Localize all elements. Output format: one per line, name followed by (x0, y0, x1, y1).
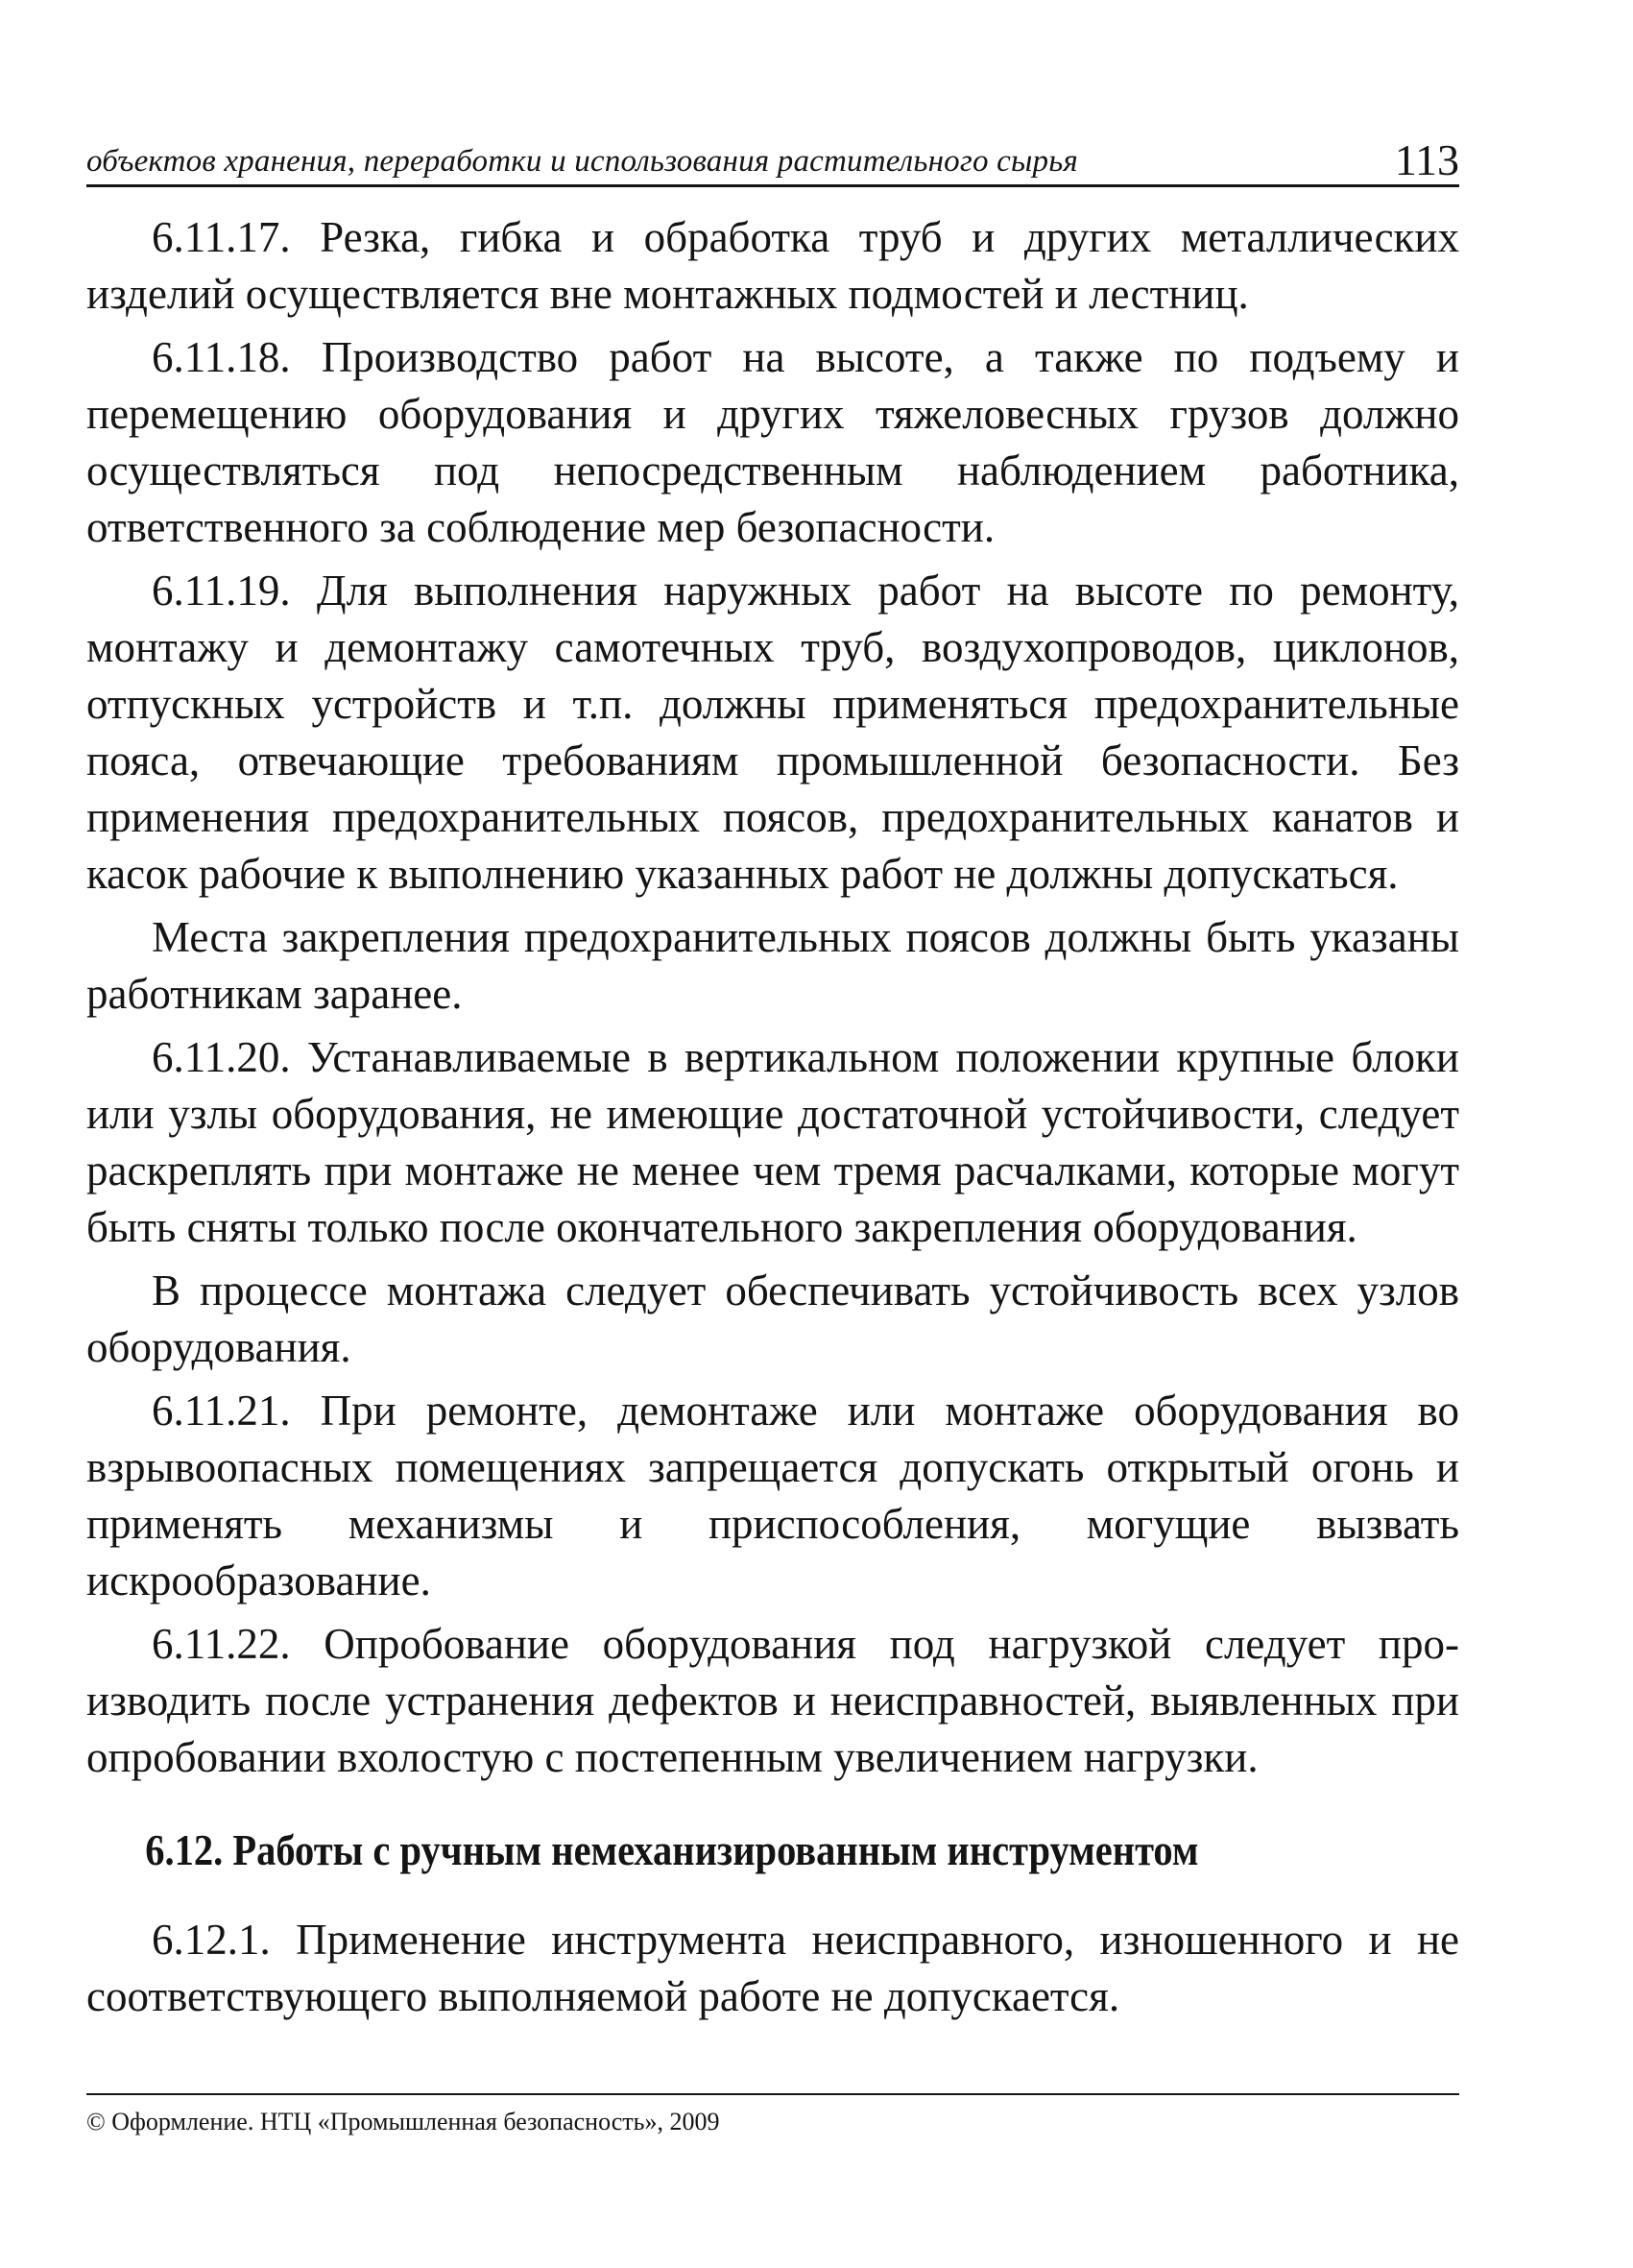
paragraph-6-11-17: 6.11.17. Резка, гибка и обработка труб и других металлических изделий осуществляется вне монтажных подмостей и лестниц. (86, 213, 1459, 318)
page-number: 113 (1394, 135, 1459, 184)
paragraph-anchor-points: Места закрепления предохранительных поясов должны быть указаны работникам заранее. (86, 913, 1459, 1018)
paragraph-6-11-18: 6.11.18. Производство работ на высоте, а также по подъему и перемещению оборудования и других тяжеловесных грузов должно осуществляться под непосредственным наблюдением работника, ответственного за соблюдение мер безопасности. (86, 333, 1459, 551)
document-page (86, 0, 1459, 2268)
paragraph-6-11-19: 6.11.19. Для выполнения наружных работ на высоте по ремонту, монтажу и демонтажу самотечных труб, воздухопроводов, циклонов, отпускных устройств и т.п. должны применяться предохранительные пояса, отвечающие требованиям промышленной безопасности. Без применения предохранительных поясов, предохранительных канатов и касок рабочие к выполнению указанных работ не должны допускаться. (86, 567, 1459, 898)
section-heading-6-12: 6.12. Работы с ручным немеханизированным инструментом (145, 1826, 1199, 1874)
footer-rule (86, 2093, 1459, 2095)
running-header (86, 134, 1459, 192)
header-rule (86, 184, 1459, 187)
paragraph-6-11-22: 6.11.22. Опробование оборудования под нагрузкой следует производить после устранения дефектов и неисправностей, выявленных при опробовании вхолостую с постепенным увеличением нагрузки. (86, 1620, 1459, 1781)
running-title: объектов хранения, переработки и использования растительного сырья (86, 144, 1078, 179)
paragraph-6-12-1: 6.12.1. Применение инструмента неисправного, изношенного и не соответствующего выполняемой работе не допускается. (86, 1916, 1459, 2020)
paragraph-6-11-21: 6.11.21. При ремонте, демонтаже или монтаже оборудования во взрывоопасных помещениях запрещается допускать открытый огонь и применять механизмы и приспособления, могущие вызвать искрообразование. (86, 1387, 1459, 1604)
document-body (86, 209, 1459, 2025)
paragraph-6-11-20: 6.11.20. Устанавливаемые в вертикальном положении крупные блоки или узлы оборудования, не имеющие достаточной устойчивости, следует раскреплять при монтаже не менее чем тремя расчалками, которые могут быть сняты только после окончательного закрепления оборудования. (86, 1033, 1459, 1251)
footer-copyright: © Оформление. НТЦ «Промышленная безопасность», 2009 (86, 2108, 720, 2135)
paragraph-stability: В процессе монтажа следует обеспечивать устойчивость всех узлов оборудования. (86, 1267, 1459, 1371)
